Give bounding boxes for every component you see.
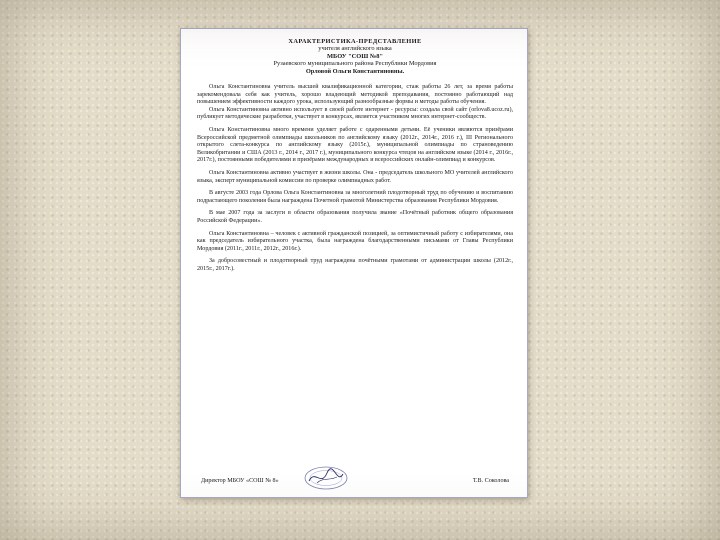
- document-page: [180, 28, 528, 498]
- signature-name: Т.В. Соколова: [472, 478, 509, 484]
- paragraph: Ольга Константиновна активно участвует в жизни школы. Она - председатель школьного МО учителей английского языка, эксперт муниципальной комиссии по проверке олимпиадных работ.: [197, 169, 513, 184]
- signature-position: Директор МБОУ «СОШ № 8»: [201, 478, 279, 484]
- header-person-name: Орловой Ольги Константиновны.: [305, 67, 405, 75]
- paragraph: Ольга Константиновна активно использует в своей работе интернет - ресурсы: создала свой сайт (orlova8.ucoz.ru), публикует методические разработки, участвует в конкурсах, является участником многих интернет-сообществ.: [197, 106, 513, 121]
- paragraph: В августе 2003 года Орлова Ольга Константиновна за многолетний плодотворный труд по обучению и воспитанию подрастающего поколения была награждена Почетной грамотой Министерства образования Республики Мордовия.: [197, 190, 513, 204]
- header-subtitle-line: учителя английского языка: [318, 45, 392, 53]
- signature-line: [201, 478, 509, 486]
- document-title: ХАРАКТЕРИСТИКА-ПРЕДСТАВЛЕНИЕ: [288, 38, 422, 45]
- header-school-line: МБОУ "СОШ №8": [326, 52, 384, 60]
- header-district-line: Рузаевского муниципального района Республики Мордовия: [273, 60, 437, 68]
- paragraph: Ольга Константиновна много времени уделяет работе с одаренными детьми. Её ученики являются призёрами Всероссийской предметной олимпиады школьников по английскому языку (2012г., 2014г., 2016 г.), III Регионального открытого слета-конкурса по английскому языку (2015г.), муниципальной олимпиады по страноведению Великобритании и США (2013 г., 2014 г., 2017 г.), муниципального конкурса чтецов на английском языке (2014 г., 2016г., 2017г.), постоянными победителями и призёрами международных и всероссийских онлайн-олимпиад и конкурсов.: [197, 127, 513, 164]
- paragraph: За добросовестный и плодотворный труд награждена почётными грамотами от администрации школы (2012г., 2015г., 2017г.).: [197, 258, 513, 272]
- paragraph: В мае 2007 года за заслуги в области образования получила звание «Почётный работник общего образования Российской Федерации».: [197, 210, 513, 224]
- document-header: [197, 38, 513, 75]
- paragraph: Ольга Константиновна учитель высшей квалификационной категории, стаж работы 26 лет, за время работы зарекомендовала себя как учитель, хорошо владеющий методикой преподавания, постоянно работающий над повышением эффективности каждого урока, использующий разнообразные формы и методы работы обучения.: [197, 84, 513, 106]
- paragraph: Ольга Константиновна – человек с активной гражданской позицией, за оптимистичный работу с избирателями, она как председатель избирательного участка, была награждена благодарственными письмами от Главы Республики Мордовия (2011г., 2011г., 2012г., 2016г.).: [197, 230, 513, 252]
